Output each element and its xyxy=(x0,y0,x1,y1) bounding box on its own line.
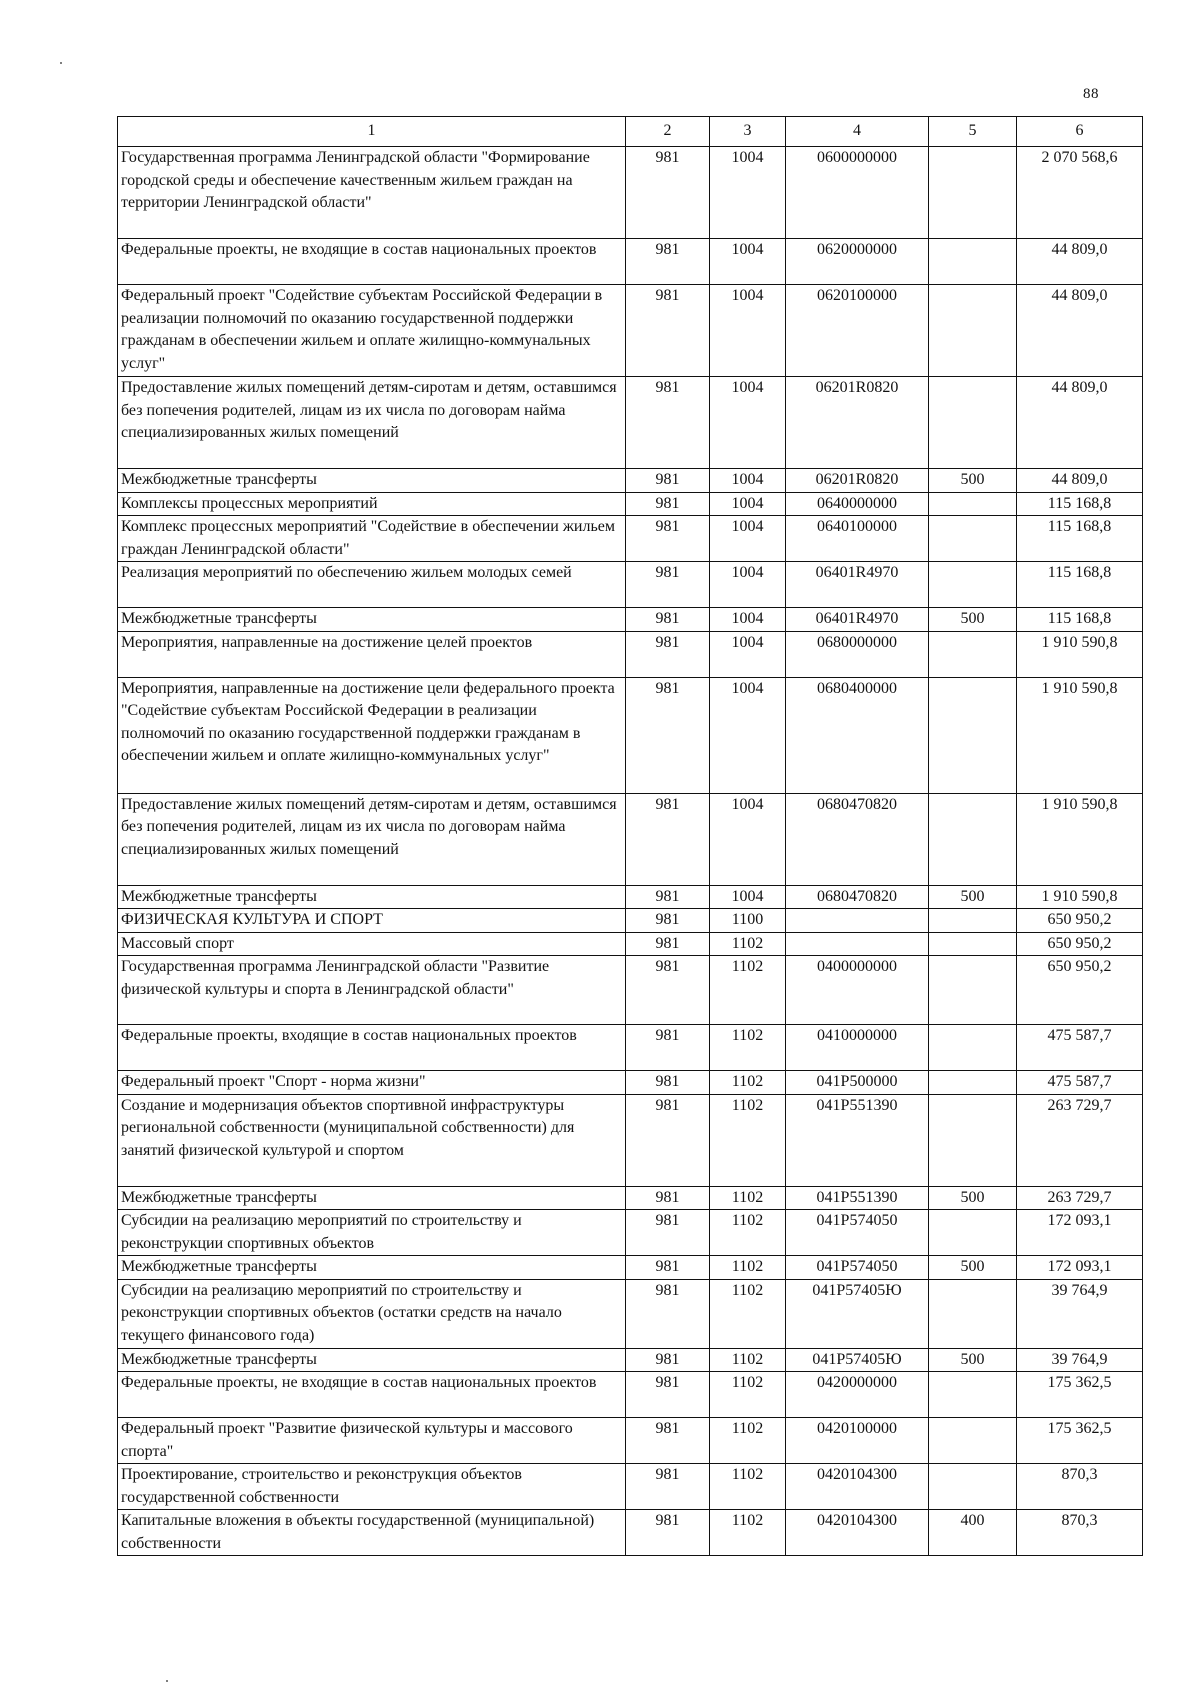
cell-grbs: 981 xyxy=(626,1186,710,1210)
cell-amount: 263 729,7 xyxy=(1017,1186,1143,1210)
cell-amount: 115 168,8 xyxy=(1017,516,1143,562)
cell-expense-type xyxy=(929,377,1017,469)
table-row xyxy=(118,469,1143,493)
cell-target-article: 0420104300 xyxy=(786,1510,929,1556)
cell-grbs: 981 xyxy=(626,1256,710,1280)
table-body xyxy=(118,147,1143,1556)
cell-name: Межбюджетные трансферты xyxy=(118,608,626,632)
table-row xyxy=(118,1348,1143,1372)
table-row xyxy=(118,1094,1143,1186)
cell-grbs: 981 xyxy=(626,1372,710,1418)
cell-amount: 44 809,0 xyxy=(1017,285,1143,377)
cell-section: 1102 xyxy=(710,956,786,1025)
table-row xyxy=(118,516,1143,562)
cell-target-article: 0680000000 xyxy=(786,631,929,677)
header-col-4: 4 xyxy=(786,117,929,147)
table-row xyxy=(118,909,1143,933)
cell-expense-type xyxy=(929,1372,1017,1418)
table-row xyxy=(118,239,1143,285)
cell-section: 1004 xyxy=(710,469,786,493)
cell-section: 1004 xyxy=(710,377,786,469)
cell-amount: 870,3 xyxy=(1017,1510,1143,1556)
cell-amount: 2 070 568,6 xyxy=(1017,147,1143,239)
cell-target-article: 0640000000 xyxy=(786,492,929,516)
table-row xyxy=(118,147,1143,239)
table-row xyxy=(118,562,1143,608)
table-row xyxy=(118,932,1143,956)
cell-name: Массовый спорт xyxy=(118,932,626,956)
cell-expense-type xyxy=(929,147,1017,239)
cell-expense-type xyxy=(929,677,1017,793)
scan-speck xyxy=(166,1680,168,1682)
header-col-6: 6 xyxy=(1017,117,1143,147)
cell-target-article xyxy=(786,909,929,933)
cell-name: Межбюджетные трансферты xyxy=(118,469,626,493)
cell-target-article: 0420100000 xyxy=(786,1418,929,1464)
cell-name: Субсидии на реализацию мероприятий по строительству и реконструкции спортивных объектов xyxy=(118,1210,626,1256)
cell-name: Федеральные проекты, не входящие в состав национальных проектов xyxy=(118,1372,626,1418)
cell-target-article: 0420104300 xyxy=(786,1464,929,1510)
cell-grbs: 981 xyxy=(626,793,710,885)
cell-section: 1102 xyxy=(710,1510,786,1556)
cell-grbs: 981 xyxy=(626,239,710,285)
cell-target-article: 0680470820 xyxy=(786,885,929,909)
cell-name: Предоставление жилых помещений детям-сиротам и детям, оставшимся без попечения родителей, лицам из их числа по договорам найма специализированных жилых помещений xyxy=(118,793,626,885)
cell-name: Федеральные проекты, не входящие в состав национальных проектов xyxy=(118,239,626,285)
table-row xyxy=(118,631,1143,677)
cell-name: Государственная программа Ленинградской области "Развитие физической культуры и спорта в Ленинградской области" xyxy=(118,956,626,1025)
cell-expense-type xyxy=(929,516,1017,562)
cell-amount: 1 910 590,8 xyxy=(1017,631,1143,677)
table-row xyxy=(118,1464,1143,1510)
cell-name: Межбюджетные трансферты xyxy=(118,1256,626,1280)
cell-expense-type xyxy=(929,1210,1017,1256)
cell-target-article: 06401R4970 xyxy=(786,608,929,632)
cell-amount: 1 910 590,8 xyxy=(1017,793,1143,885)
cell-grbs: 981 xyxy=(626,677,710,793)
cell-expense-type xyxy=(929,1464,1017,1510)
cell-amount: 172 093,1 xyxy=(1017,1256,1143,1280)
table-row xyxy=(118,1025,1143,1071)
table-row xyxy=(118,1279,1143,1348)
cell-target-article: 041P551390 xyxy=(786,1186,929,1210)
cell-amount: 870,3 xyxy=(1017,1464,1143,1510)
cell-grbs: 981 xyxy=(626,1464,710,1510)
cell-amount: 475 587,7 xyxy=(1017,1071,1143,1095)
cell-amount: 39 764,9 xyxy=(1017,1279,1143,1348)
cell-amount: 39 764,9 xyxy=(1017,1348,1143,1372)
cell-section: 1004 xyxy=(710,147,786,239)
cell-grbs: 981 xyxy=(626,1025,710,1071)
cell-target-article xyxy=(786,932,929,956)
cell-name: Федеральный проект "Спорт - норма жизни" xyxy=(118,1071,626,1095)
cell-section: 1100 xyxy=(710,909,786,933)
cell-name: Межбюджетные трансферты xyxy=(118,1348,626,1372)
cell-target-article: 06201R0820 xyxy=(786,377,929,469)
cell-amount: 175 362,5 xyxy=(1017,1418,1143,1464)
cell-amount: 44 809,0 xyxy=(1017,469,1143,493)
cell-section: 1004 xyxy=(710,492,786,516)
cell-expense-type xyxy=(929,932,1017,956)
cell-grbs: 981 xyxy=(626,1279,710,1348)
cell-name: Комплексы процессных мероприятий xyxy=(118,492,626,516)
cell-expense-type xyxy=(929,909,1017,933)
cell-name: Федеральный проект "Содействие субъектам Российской Федерации в реализации полномочий по оказанию государственной поддержки гражданам в обеспечении жильем и оплате жилищно-коммунальных услуг" xyxy=(118,285,626,377)
table-row xyxy=(118,492,1143,516)
cell-amount: 115 168,8 xyxy=(1017,562,1143,608)
cell-target-article: 041P57405Ю xyxy=(786,1348,929,1372)
cell-name: Реализация мероприятий по обеспечению жильем молодых семей xyxy=(118,562,626,608)
cell-target-article: 0680400000 xyxy=(786,677,929,793)
table-row xyxy=(118,1071,1143,1095)
header-col-2: 2 xyxy=(626,117,710,147)
table-header xyxy=(118,117,1143,147)
header-row xyxy=(118,117,1143,147)
cell-target-article: 06401R4970 xyxy=(786,562,929,608)
cell-expense-type: 500 xyxy=(929,885,1017,909)
scan-speck xyxy=(60,62,62,64)
cell-expense-type: 500 xyxy=(929,469,1017,493)
cell-grbs: 981 xyxy=(626,562,710,608)
cell-section: 1004 xyxy=(710,885,786,909)
cell-name: Проектирование, строительство и реконструкция объектов государственной собственности xyxy=(118,1464,626,1510)
table-row xyxy=(118,956,1143,1025)
cell-grbs: 981 xyxy=(626,285,710,377)
cell-target-article: 0620100000 xyxy=(786,285,929,377)
cell-target-article: 0680470820 xyxy=(786,793,929,885)
cell-amount: 172 093,1 xyxy=(1017,1210,1143,1256)
table-row xyxy=(118,677,1143,793)
table-row xyxy=(118,793,1143,885)
cell-grbs: 981 xyxy=(626,147,710,239)
cell-grbs: 981 xyxy=(626,885,710,909)
cell-expense-type: 400 xyxy=(929,1510,1017,1556)
cell-name: Межбюджетные трансферты xyxy=(118,885,626,909)
table-row xyxy=(118,1372,1143,1418)
table-row xyxy=(118,885,1143,909)
cell-expense-type xyxy=(929,793,1017,885)
cell-section: 1004 xyxy=(710,285,786,377)
cell-section: 1102 xyxy=(710,1210,786,1256)
cell-amount: 115 168,8 xyxy=(1017,492,1143,516)
table-row xyxy=(118,1186,1143,1210)
cell-expense-type xyxy=(929,956,1017,1025)
cell-target-article: 041P57405Ю xyxy=(786,1279,929,1348)
cell-grbs: 981 xyxy=(626,608,710,632)
cell-expense-type xyxy=(929,1279,1017,1348)
cell-grbs: 981 xyxy=(626,1071,710,1095)
cell-name: Федеральный проект "Развитие физической культуры и массового спорта" xyxy=(118,1418,626,1464)
cell-name: ФИЗИЧЕСКАЯ КУЛЬТУРА И СПОРТ xyxy=(118,909,626,933)
cell-amount: 44 809,0 xyxy=(1017,377,1143,469)
cell-grbs: 981 xyxy=(626,1418,710,1464)
cell-amount: 115 168,8 xyxy=(1017,608,1143,632)
cell-grbs: 981 xyxy=(626,1348,710,1372)
cell-target-article: 0410000000 xyxy=(786,1025,929,1071)
cell-amount: 263 729,7 xyxy=(1017,1094,1143,1186)
cell-name: Субсидии на реализацию мероприятий по строительству и реконструкции спортивных объектов (остатки средств на начало текущего финансового года) xyxy=(118,1279,626,1348)
cell-name: Капитальные вложения в объекты государственной (муниципальной) собственности xyxy=(118,1510,626,1556)
table-row xyxy=(118,1510,1143,1556)
cell-grbs: 981 xyxy=(626,1094,710,1186)
cell-section: 1004 xyxy=(710,562,786,608)
cell-section: 1102 xyxy=(710,1256,786,1280)
cell-expense-type xyxy=(929,631,1017,677)
cell-expense-type: 500 xyxy=(929,1348,1017,1372)
cell-target-article: 0640100000 xyxy=(786,516,929,562)
cell-section: 1004 xyxy=(710,631,786,677)
cell-target-article: 0620000000 xyxy=(786,239,929,285)
cell-section: 1102 xyxy=(710,1071,786,1095)
cell-grbs: 981 xyxy=(626,909,710,933)
cell-expense-type xyxy=(929,239,1017,285)
cell-target-article: 041P574050 xyxy=(786,1256,929,1280)
cell-grbs: 981 xyxy=(626,631,710,677)
cell-grbs: 981 xyxy=(626,956,710,1025)
cell-grbs: 981 xyxy=(626,377,710,469)
header-col-3: 3 xyxy=(710,117,786,147)
cell-grbs: 981 xyxy=(626,1510,710,1556)
cell-grbs: 981 xyxy=(626,516,710,562)
header-col-1: 1 xyxy=(118,117,626,147)
table-row xyxy=(118,285,1143,377)
cell-amount: 650 950,2 xyxy=(1017,956,1143,1025)
table-row xyxy=(118,608,1143,632)
cell-expense-type: 500 xyxy=(929,1186,1017,1210)
page-number: 88 xyxy=(1083,86,1099,102)
cell-amount: 175 362,5 xyxy=(1017,1372,1143,1418)
cell-expense-type xyxy=(929,492,1017,516)
cell-name: Мероприятия, направленные на достижение целей проектов xyxy=(118,631,626,677)
cell-name: Межбюджетные трансферты xyxy=(118,1186,626,1210)
cell-section: 1004 xyxy=(710,239,786,285)
cell-grbs: 981 xyxy=(626,469,710,493)
cell-expense-type: 500 xyxy=(929,1256,1017,1280)
cell-amount: 1 910 590,8 xyxy=(1017,885,1143,909)
cell-target-article: 041P574050 xyxy=(786,1210,929,1256)
table-row xyxy=(118,1256,1143,1280)
table-row xyxy=(118,1210,1143,1256)
cell-name: Государственная программа Ленинградской области "Формирование городской среды и обеспечение качественным жильем граждан на территории Ленинградской области" xyxy=(118,147,626,239)
cell-section: 1004 xyxy=(710,516,786,562)
budget-table xyxy=(117,116,1143,1556)
cell-expense-type xyxy=(929,1025,1017,1071)
cell-grbs: 981 xyxy=(626,492,710,516)
cell-amount: 475 587,7 xyxy=(1017,1025,1143,1071)
cell-amount: 650 950,2 xyxy=(1017,909,1143,933)
cell-name: Федеральные проекты, входящие в состав национальных проектов xyxy=(118,1025,626,1071)
cell-expense-type xyxy=(929,1418,1017,1464)
cell-target-article: 0400000000 xyxy=(786,956,929,1025)
cell-target-article: 06201R0820 xyxy=(786,469,929,493)
table-row xyxy=(118,1418,1143,1464)
cell-section: 1102 xyxy=(710,932,786,956)
cell-target-article: 0600000000 xyxy=(786,147,929,239)
cell-name: Комплекс процессных мероприятий "Содействие в обеспечении жильем граждан Ленинградской области" xyxy=(118,516,626,562)
cell-section: 1004 xyxy=(710,677,786,793)
cell-section: 1102 xyxy=(710,1025,786,1071)
cell-section: 1102 xyxy=(710,1186,786,1210)
cell-section: 1102 xyxy=(710,1372,786,1418)
cell-section: 1102 xyxy=(710,1418,786,1464)
cell-section: 1102 xyxy=(710,1464,786,1510)
cell-expense-type xyxy=(929,562,1017,608)
cell-section: 1102 xyxy=(710,1348,786,1372)
cell-section: 1102 xyxy=(710,1279,786,1348)
cell-name: Предоставление жилых помещений детям-сиротам и детям, оставшимся без попечения родителей, лицам из их числа по договорам найма специализированных жилых помещений xyxy=(118,377,626,469)
cell-name: Мероприятия, направленные на достижение цели федерального проекта "Содействие субъектам Российской Федерации в реализации полномочий по оказанию государственной поддержки гражданам в обеспечении жильем и оплате жилищно-коммунальных услуг" xyxy=(118,677,626,793)
cell-expense-type xyxy=(929,1094,1017,1186)
cell-name: Создание и модернизация объектов спортивной инфраструктуры региональной собственности (муниципальной собственности) для занятий физической культурой и спортом xyxy=(118,1094,626,1186)
cell-target-article: 0420000000 xyxy=(786,1372,929,1418)
cell-amount: 44 809,0 xyxy=(1017,239,1143,285)
cell-grbs: 981 xyxy=(626,932,710,956)
cell-section: 1004 xyxy=(710,608,786,632)
cell-target-article: 041P551390 xyxy=(786,1094,929,1186)
cell-expense-type: 500 xyxy=(929,608,1017,632)
cell-section: 1102 xyxy=(710,1094,786,1186)
cell-expense-type xyxy=(929,1071,1017,1095)
cell-amount: 1 910 590,8 xyxy=(1017,677,1143,793)
cell-target-article: 041P500000 xyxy=(786,1071,929,1095)
table-row xyxy=(118,377,1143,469)
cell-amount: 650 950,2 xyxy=(1017,932,1143,956)
cell-section: 1004 xyxy=(710,793,786,885)
cell-grbs: 981 xyxy=(626,1210,710,1256)
cell-expense-type xyxy=(929,285,1017,377)
header-col-5: 5 xyxy=(929,117,1017,147)
